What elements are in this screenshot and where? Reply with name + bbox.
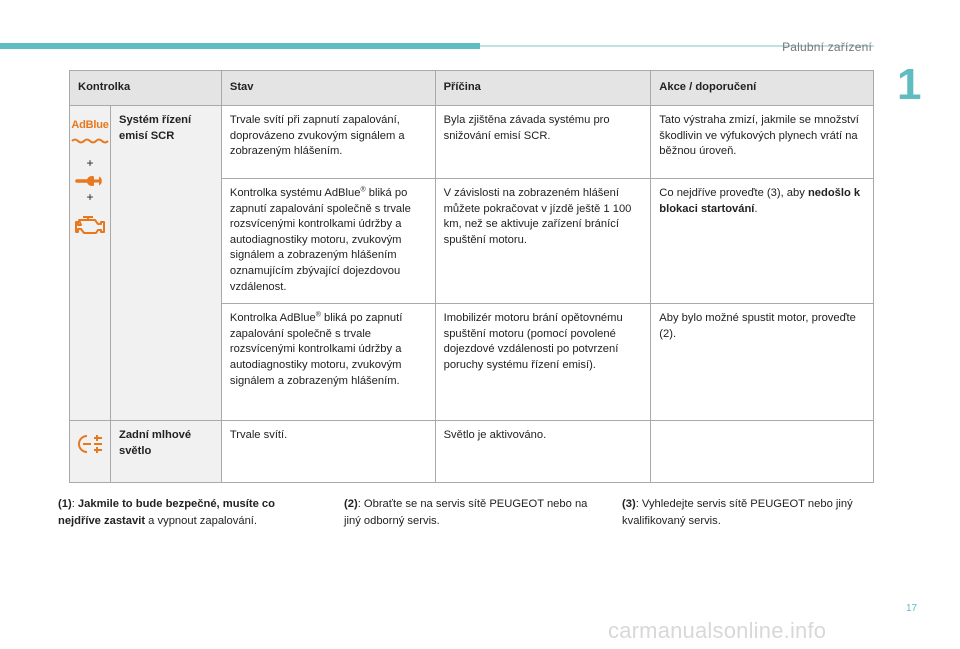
col-header-kontrolka: Kontrolka [70,71,222,106]
cell-stav: Kontrolka AdBlue® bliká po zapnutí zapalování společně s trvale rozsvícenými kontrolkami údržby a autodiagnostiky motoru, zvukovým signálem a zobrazeným hlášením. [221,304,435,421]
light-name-fog: Zadní mlhové světlo [110,421,221,483]
watermark: carmanualsonline.info [608,618,827,643]
icon-cell-scr [70,106,111,421]
cell-stav: Trvale svítí. [221,421,435,483]
engine-icon [74,213,106,237]
light-name-scr: Systém řízení emisí SCR [110,106,221,421]
col-header-stav: Stav [221,71,435,106]
section-title: Palubní zařízení [782,40,872,54]
cell-pricina: Byla zjištěna závada systému pro snižování emisí SCR. [435,106,651,179]
cell-pricina: V závislosti na zobrazeném hlášení můžete pokračovat v jízdě ještě 1 100 km, než se aktivuje zařízení bránící spuštění motoru. [435,179,651,304]
chapter-number: 1 [897,60,922,109]
cell-akce: Aby bylo možné spustit motor, proveďte (2). [651,304,874,421]
cell-pricina: Světlo je aktivováno. [435,421,651,483]
cell-pricina: Imobilizér motoru brání opětovnému spuštění motoru (pomocí povolené dojezdové vzdálenosti po potvrzení poruchy systému řízení emisí). [435,304,651,421]
col-header-akce: Akce / doporučení [651,71,874,106]
plus-sign: + [86,156,94,171]
rear-fog-light-icon [75,433,105,455]
footnote-1: (1): Jakmile to bude bezpečné, musíte co nejdříve zastavit a vypnout zapalování. [58,498,275,527]
warning-lights-table [69,70,874,483]
cell-akce: Tato výstraha zmizí, jakmile se množství škodlivin ve výfukových plynech vrátí na běžnou úroveň. [651,106,874,179]
footnote-2: (2): Obraťte se na servis sítě PEUGEOT nebo na jiný odborný servis. [344,498,588,527]
adblue-icon: AdBlue [71,118,109,149]
page-number: 17 [906,603,918,614]
header-accent-bar [0,43,480,49]
cell-akce: Co nejdříve proveďte (3), aby nedošlo k blokaci startování. [651,179,874,304]
table-row [70,421,874,483]
table-header-row [70,71,874,106]
plus-sign: + [86,190,94,205]
footnote-3: (3): Vyhledejte servis sítě PEUGEOT nebo jiný kvalifikovaný servis. [622,498,853,527]
cell-stav: Kontrolka systému AdBlue® bliká po zapnutí zapalování společně s trvale rozsvícenými kontrolkami údržby a autodiagnostiky motoru, zvukovým signálem a zobrazeným hlášením oznamujícím zbývající dojezdovou vzdálenost. [221,179,435,304]
wrench-icon [75,173,105,189]
cell-stav: Trvale svítí při zapnutí zapalování, doprovázeno zvukovým signálem a zobrazeným hlášením. [221,106,435,179]
icon-cell-fog [70,421,111,483]
cell-akce [651,421,874,483]
table-row [70,106,874,179]
col-header-pricina: Příčina [435,71,651,106]
